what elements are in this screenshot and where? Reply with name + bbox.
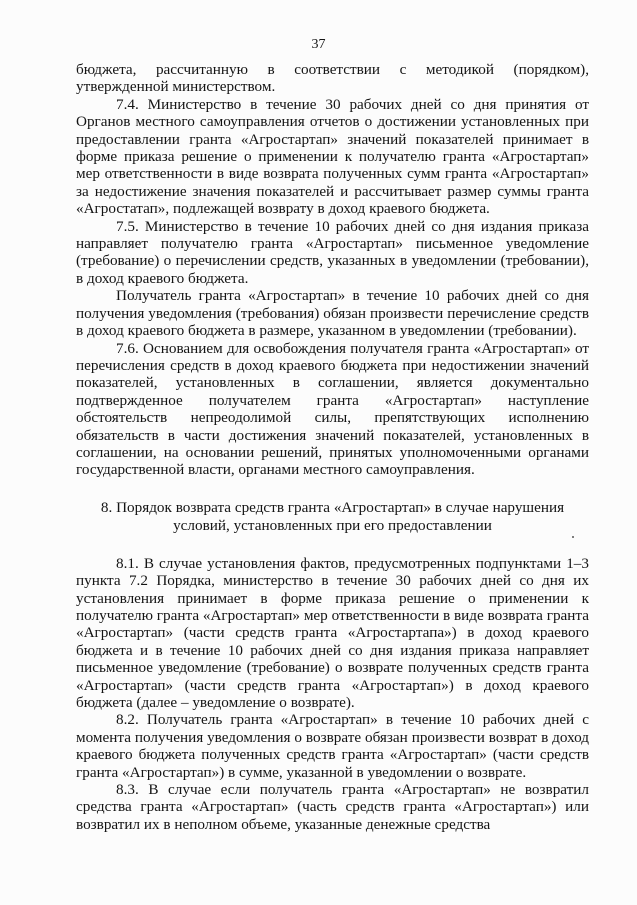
paragraph-8-3: 8.3. В случае если получатель гранта «Агростартап» не возвратил средства гранта «Агростартап» (часть средств гранта «Агростартап») или возвратил их в неполном объеме, указанные денежные средства [76,781,589,833]
scan-speck [572,536,574,538]
section-heading-8 [76,499,589,535]
paragraph-7-4: 7.4. Министерство в течение 30 рабочих дней со дня принятия от Органов местного самоуправления отчетов о достижении установленных при предоставлении гранта «Агростартап» значений показателей принимает в форме приказа решение о применении к получателю гранта «Агростартап» мер ответственности в виде возврата полученных сумм гранта «Агростартап» за недостижение значения показателей и рассчитывает размер суммы гранта «Агростатап», подлежащей возврату в доход краевого бюджета. [76,95,589,218]
section-heading-line-2: условий, установленных при его предоставлении [173,516,492,534]
paragraph-7-5-recipient: Получатель гранта «Агростартап» в течение 10 рабочих дней со дня получения уведомления (требования) обязан произвести перечисление средств в доход краевого бюджета в размере, указанном в уведомлении (требовании). [76,287,589,340]
section-heading-line-1: 8. Порядок возврата средств гранта «Агростартап» в случае нарушения [100,498,565,516]
paragraph-8-2: 8.2. Получатель гранта «Агростартап» в течение 10 рабочих дней с момента получения уведомления о возврате обязан произвести возврат в доход краевого бюджета полученных средств гранта «Агростартап» (части средств гранта «Агростартап») в сумме, указанной в уведомлении о возврате. [76,711,589,781]
document-body [76,61,589,833]
paragraph-7-6: 7.6. Основанием для освобождения получателя гранта «Агростартап» от перечисления средств в доход краевого бюджета при недостижении значений показателей, установленных в соглашении, является документально подтвержденное получателем гранта «Агростартап» наступление обстоятельств непреодолимой силы, препятствующих исполнению обязательств в части достижения значений показателей, установленных в соглашении, на основании решений, принятых уполномоченными органами государственной власти, органами местного самоуправления. [76,339,589,479]
paragraph-8-1: 8.1. В случае установления фактов, предусмотренных подпунктами 1–3 пункта 7.2 Порядка, министерство в течение 30 рабочих дней со дня их установления принимает в форме приказа решение о применении к получателю гранта «Агростартап» мер ответственности в виде возврата гранта «Агростартап» (части средств гранта «Агростартапа») в доход краевого бюджета и в течение 10 рабочих дней со дня издания приказа направляет письменное уведомление (требование) о возврате полученных средств гранта «Агростартап» (части средств гранта «Агростартап») в доход краевого бюджета (далее – уведомление о возврате). [76,554,589,711]
paragraph-continuation: бюджета, рассчитанную в соответствии с методикой (порядком), утвержденной министерством. [76,61,589,96]
page-number: 37 [311,37,326,52]
paragraph-7-5: 7.5. Министерство в течение 10 рабочих дней со дня издания приказа направляет получателю гранта «Агростартап» письменное уведомление (требование) о перечислении средств, указанных в уведомлении (требовании), в доход краевого бюджета. [76,217,589,287]
